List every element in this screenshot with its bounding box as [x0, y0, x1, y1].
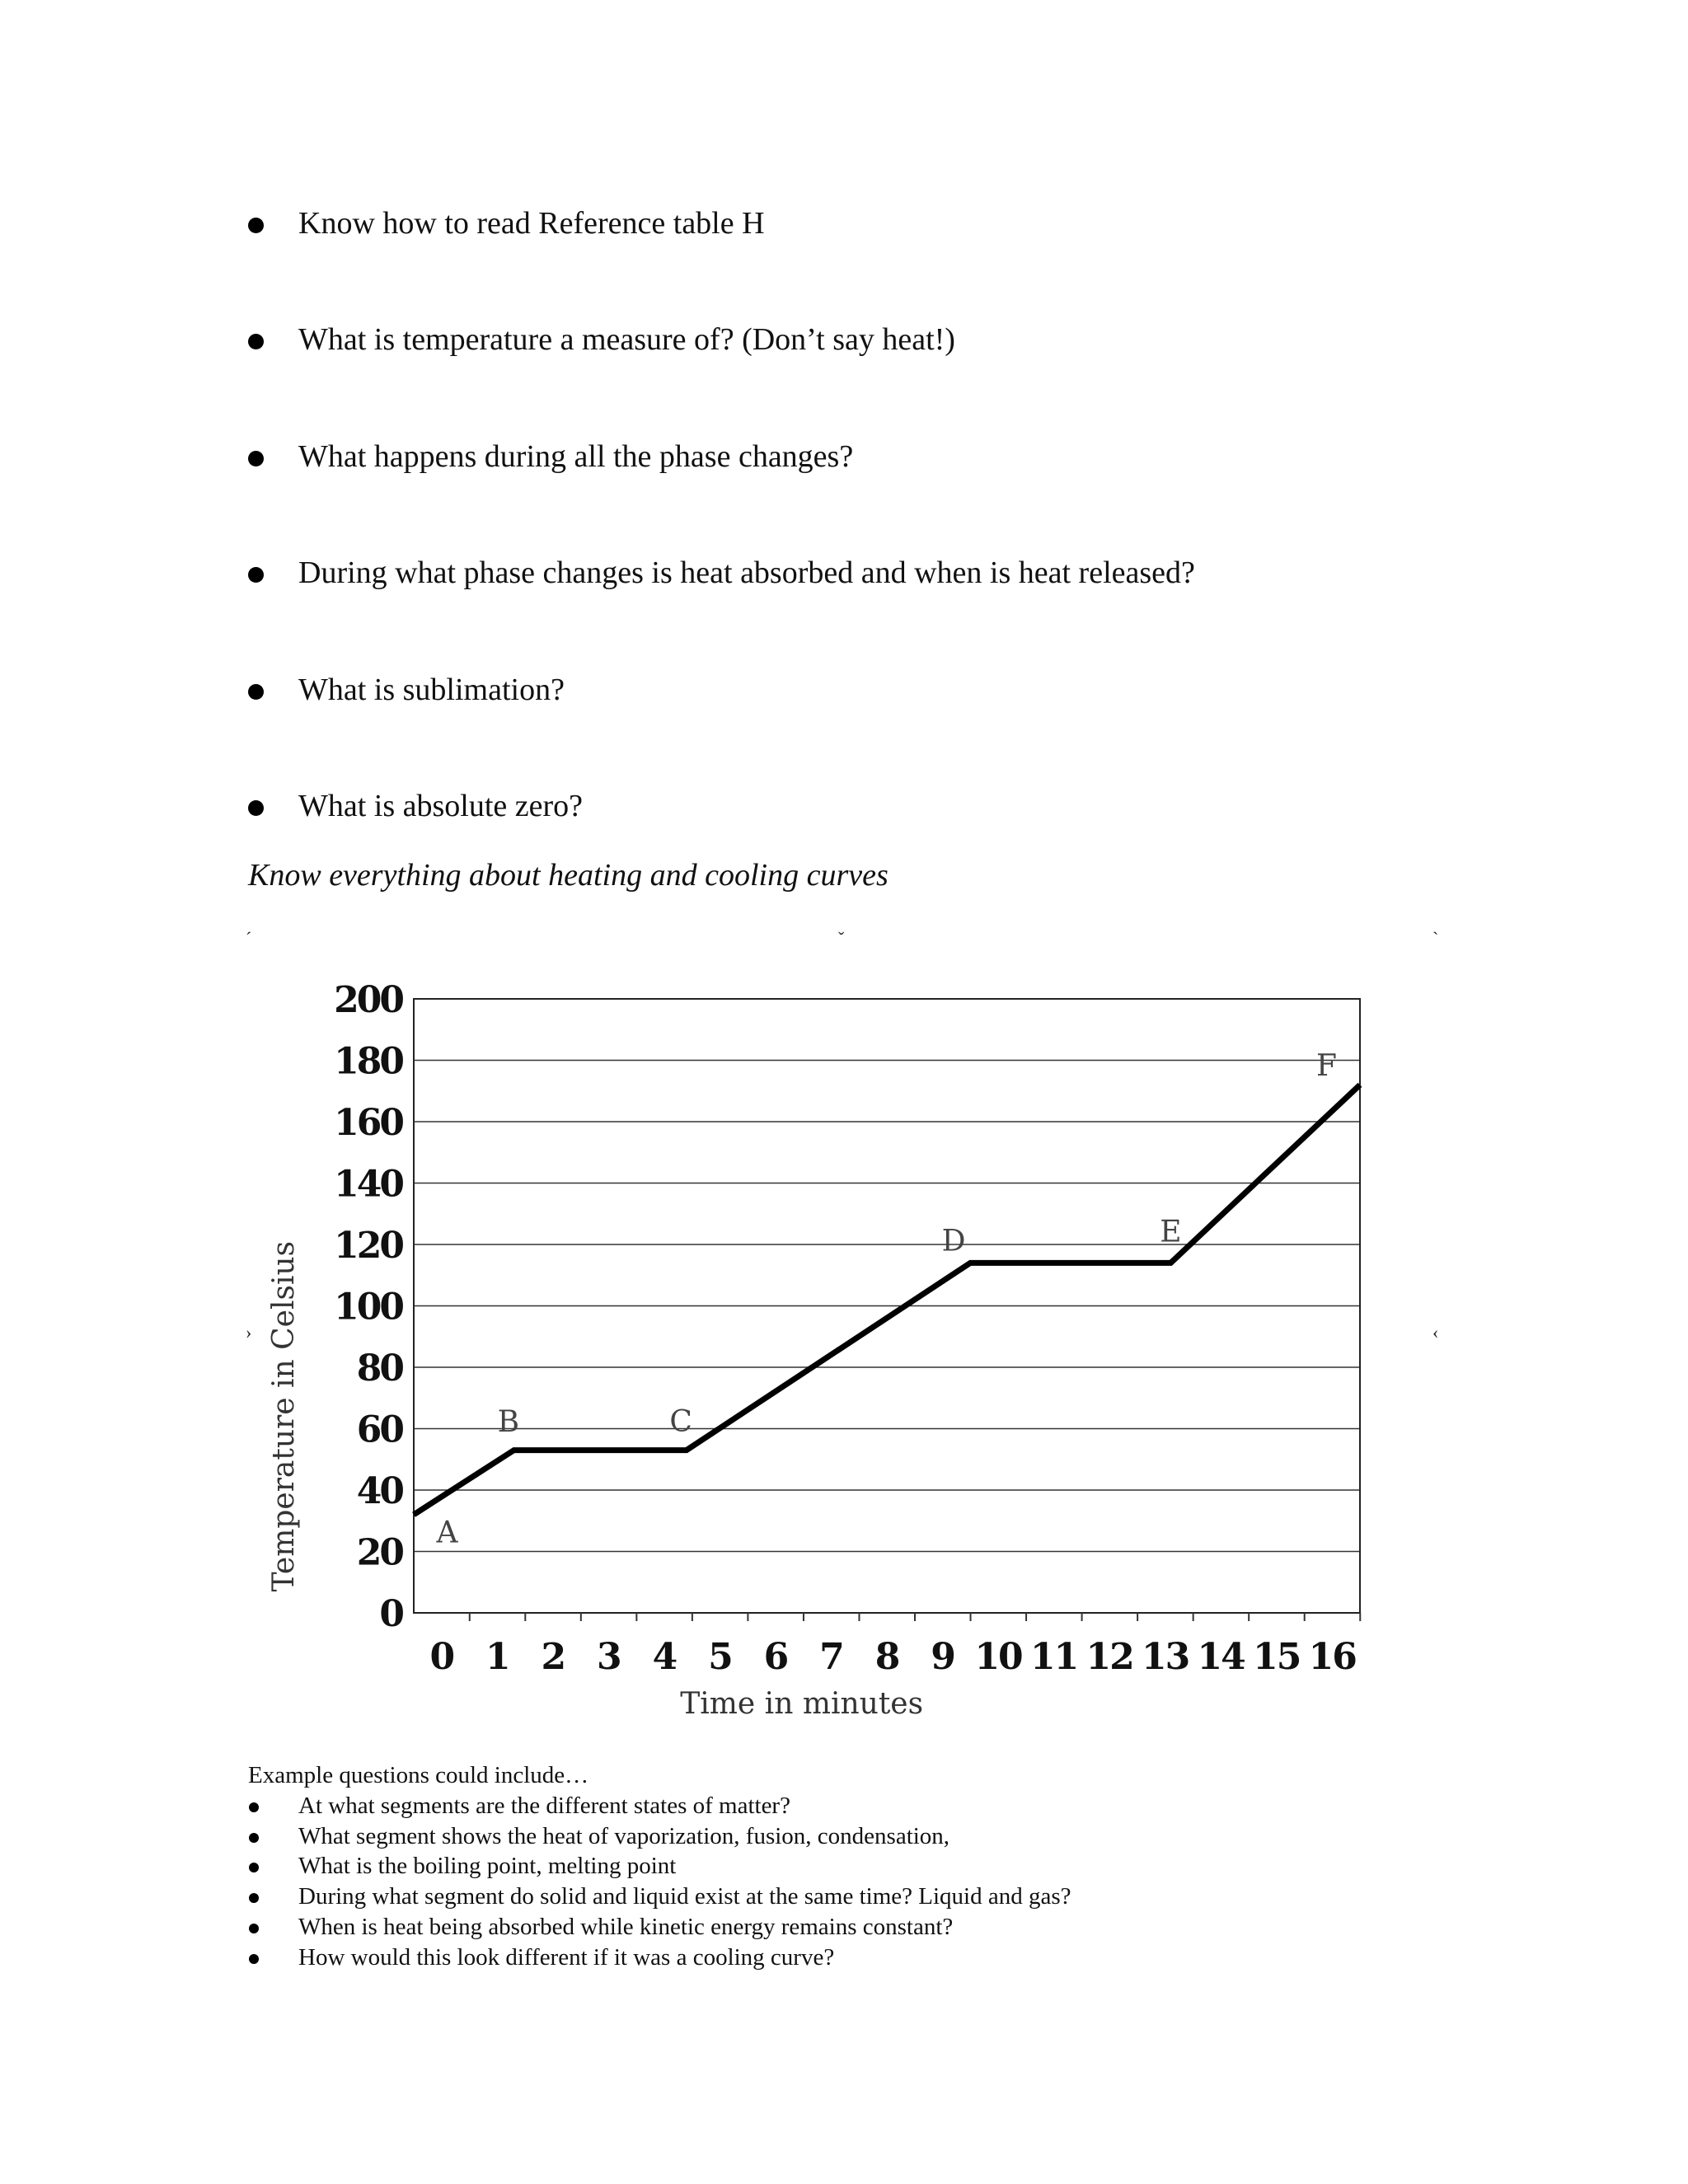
- bullet-dot: [248, 800, 264, 816]
- x-tick-label: 5: [708, 1636, 732, 1678]
- point-label: C: [669, 1405, 692, 1440]
- x-tick-label: 15: [1253, 1636, 1301, 1678]
- bullet-text: What is absolute zero?: [298, 789, 584, 823]
- selection-handle-mark: ˇ: [838, 928, 845, 949]
- y-axis-label: Temperature in Celsius: [267, 1240, 301, 1592]
- x-tick-label: 7: [819, 1636, 843, 1678]
- x-tick-label: 6: [763, 1636, 788, 1678]
- example-question: [0, 1943, 1484, 1973]
- selection-handle-mark: ›: [246, 1322, 252, 1343]
- y-tick-label: 80: [356, 1347, 402, 1390]
- y-tick-label: 40: [356, 1470, 402, 1512]
- heating-curve-line: [414, 1085, 1360, 1515]
- x-tick-label: 14: [1197, 1636, 1245, 1678]
- y-tick-label: 60: [356, 1408, 402, 1451]
- x-tick-label: 0: [429, 1636, 454, 1678]
- example-question: [0, 1821, 1484, 1852]
- bullet-dot: [248, 451, 264, 466]
- bullet-text: What happens during all the phase changes?: [298, 439, 854, 474]
- example-question-text: What segment shows the heat of vaporization, fusion, condensation,: [298, 1823, 950, 1849]
- bullet-dot: [248, 567, 264, 583]
- bullet-item: [0, 433, 1484, 482]
- x-axis-ticks: [470, 1613, 1360, 1621]
- bullet-dot: [249, 1833, 259, 1843]
- y-tick-label: 200: [334, 979, 402, 1021]
- point-label: B: [497, 1405, 520, 1440]
- example-question-text: What is the boiling point, melting point: [298, 1853, 677, 1879]
- y-tick-label: 160: [334, 1102, 402, 1144]
- bullet-dot: [249, 1893, 259, 1903]
- y-tick-label: 0: [379, 1593, 402, 1635]
- bullet-text: Know how to read Reference table H: [298, 206, 765, 241]
- heating-curve-chart: [264, 968, 1385, 1735]
- bullet-text: What is temperature a measure of? (Don’t say heat!): [298, 322, 955, 357]
- example-question-text: At what segments are the different states of matter?: [298, 1793, 790, 1819]
- bullet-item: [0, 782, 1484, 832]
- bullet-text: During what phase changes is heat absorbed and when is heat released?: [298, 555, 1195, 590]
- x-tick-label: 2: [541, 1636, 565, 1678]
- x-tick-label: 13: [1142, 1636, 1189, 1678]
- x-axis-tick-labels: [429, 1636, 1356, 1678]
- example-question: [0, 1851, 1484, 1882]
- selection-handle-mark: ˊ: [246, 928, 252, 949]
- bullet-item: [0, 199, 1484, 249]
- example-question-text: How would this look different if it was a cooling curve?: [298, 1944, 835, 1971]
- x-tick-label: 11: [1029, 1636, 1078, 1678]
- x-tick-label: 4: [652, 1636, 677, 1678]
- example-question: [0, 1791, 1484, 1821]
- bullet-item: [0, 549, 1484, 598]
- bullet-dot: [248, 334, 264, 349]
- y-axis-tick-labels: [334, 979, 403, 1635]
- x-tick-label: 1: [485, 1636, 509, 1678]
- x-tick-label: 8: [874, 1636, 899, 1678]
- y-tick-label: 180: [334, 1040, 402, 1083]
- x-axis-label: Time in minutes: [680, 1687, 924, 1721]
- selection-handle-mark: ˋ: [1432, 928, 1439, 949]
- example-question-text: When is heat being absorbed while kinetic energy remains constant?: [298, 1914, 954, 1940]
- example-question-text: During what segment do solid and liquid exist at the same time? Liquid and gas?: [298, 1883, 1071, 1910]
- bullet-dot: [248, 218, 264, 233]
- bullet-item: [0, 666, 1484, 715]
- y-tick-label: 100: [334, 1286, 402, 1329]
- bullet-dot: [249, 1863, 259, 1872]
- bullet-dot: [249, 1924, 259, 1933]
- x-tick-label: 3: [597, 1636, 621, 1678]
- x-tick-label: 10: [974, 1636, 1022, 1678]
- example-question: [0, 1912, 1484, 1943]
- y-tick-label: 120: [334, 1225, 402, 1267]
- examples-title: Example questions could include…: [248, 1762, 589, 1788]
- point-label: F: [1315, 1049, 1337, 1084]
- point-labels: [436, 1049, 1337, 1549]
- y-tick-label: 20: [356, 1531, 402, 1574]
- y-tick-label: 140: [334, 1163, 402, 1206]
- selection-handle-mark: ‹: [1432, 1322, 1439, 1343]
- x-tick-label: 12: [1085, 1636, 1133, 1678]
- chart-gridlines: [414, 1061, 1360, 1552]
- point-label: A: [436, 1516, 458, 1550]
- point-label: E: [1160, 1215, 1182, 1249]
- x-tick-label: 9: [931, 1636, 954, 1678]
- bullet-item: [0, 316, 1484, 365]
- section-heading: Know everything about heating and cooling curves: [248, 858, 889, 893]
- bullet-dot: [249, 1954, 259, 1964]
- example-question: [0, 1882, 1484, 1912]
- point-label: D: [941, 1224, 966, 1258]
- x-tick-label: 16: [1308, 1636, 1356, 1678]
- bullet-text: What is sublimation?: [298, 673, 565, 707]
- bullet-dot: [248, 684, 264, 700]
- bullet-dot: [249, 1802, 259, 1812]
